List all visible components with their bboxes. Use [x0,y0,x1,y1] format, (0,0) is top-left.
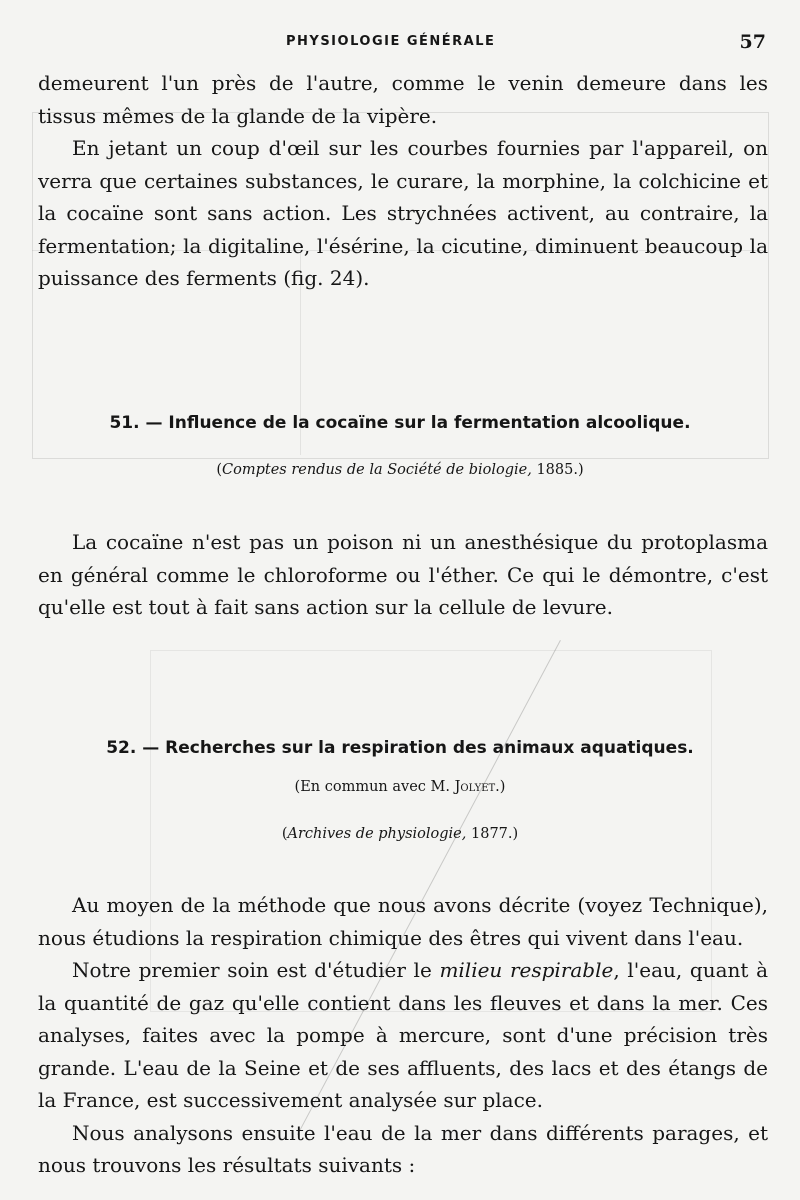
paragraph-curves: En jetant un coup d'œil sur les courbes fournies par l'appareil, on verra que certaines substances, le curare, la morphine, la colchicine et la cocaïne sont sans action. Les strychnées activent, au contraire, la fermentation; la digitaline, l'ésérine, la cicutine, diminuent beaucoup la puissance des ferments (fig. 24). [38,136,768,290]
collab-prefix: En commun avec M. [300,779,455,795]
paragraph-respirable-medium [38,954,768,1117]
paragraph-continuation: demeurent l'un près de l'autre, comme le venin demeure dans les tissus mêmes de la glande de la vipère. [38,71,768,128]
section-51-heading: 51. — Influence de la cocaïne sur la fermentation alcoolique. [109,413,691,433]
emphasis-milieu-respirable: milieu respirable [439,958,614,982]
paragraph-method: Au moyen de la méthode que nous avons décrite (voyez Technique), nous étudions la respiration chimique des êtres qui vivent dans l'eau. [38,893,768,950]
paragraph-sea-water: Nous analysons ensuite l'eau de la mer dans différents parages, et nous trouvons les résultats suivants : [38,1120,768,1177]
section-52-source: (Archives de physiologie, 1877.) [281,826,519,842]
collab-name: Jolyet. [454,779,500,795]
section-51-text [38,526,768,624]
paragraph-cocaine: La cocaïne n'est pas un poison ni un anesthésique du protoplasma en général comme le chloroforme ou l'éther. Ce qui le démontre, c'est qu'elle est tout à fait sans action sur la cellule de levure. [38,530,768,619]
section-52-heading: 52. — Recherches sur la respiration des animaux aquatiques. [106,738,694,758]
running-head [0,30,800,56]
intro-text [38,67,768,295]
section-51-source: (Comptes rendus de la Société de biologie, 1885.) [216,462,584,478]
text-run: , l'eau, quant à la quantité de gaz qu'elle contient dans les fleuves et dans la mer. Ces analyses, faites avec la pompe à mercure, sont d'une précision très grande. L'eau de la Seine et de ses affluents, des lacs et des étangs de la France, est successivement analysée sur place. [38,958,768,1112]
source-year: 1885. [531,462,578,478]
page-number: 57 [739,31,766,53]
source-journal: Archives de physiologie, [287,826,467,842]
source-year: 1877. [466,826,513,842]
source-journal: Comptes rendus de la Société de biologie, [222,462,532,478]
running-head-title: PHYSIOLOGIE GÉNÉRALE [286,34,496,49]
text-run: Notre premier soin est d'étudier le [72,958,440,982]
section-52-text [38,889,768,1182]
section-52-collaboration: (En commun avec M. Jolyet.) [294,779,506,795]
